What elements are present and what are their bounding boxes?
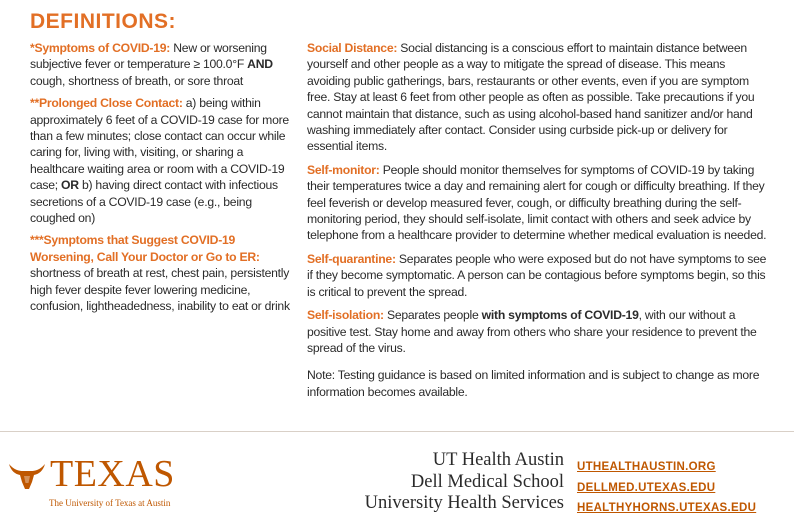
close-contact-text-a: a) being within approximately 6 feet of a COVID-19 case for more than a few minutes; close contact can occur while caring for, living with, visiting, or sharing a healthcare waiting area or room with a COVID-19 case; bbox=[30, 96, 289, 193]
org-urls bbox=[577, 457, 756, 519]
right-column bbox=[307, 40, 769, 407]
definition-self-monitor bbox=[307, 162, 769, 244]
testing-note: Note: Testing guidance is based on limited information and is subject to change as more information becomes available. bbox=[307, 368, 760, 399]
definition-self-isolation bbox=[307, 307, 769, 356]
logo-university-line: The University of Texas at Austin bbox=[49, 498, 171, 508]
close-contact-text-b: b) having direct contact with infectious secretions of a COVID-19 case (e.g., being coughed on) bbox=[30, 178, 278, 226]
footer-divider bbox=[0, 431, 794, 432]
term-self-isolation: Self-isolation: bbox=[307, 308, 384, 323]
org-dell-medical-school: Dell Medical School bbox=[410, 471, 564, 492]
self-isolation-text-a: Separates people bbox=[383, 308, 482, 323]
close-contact-or: OR bbox=[61, 178, 79, 193]
org-names bbox=[365, 450, 564, 515]
symptoms-and: AND bbox=[247, 57, 273, 72]
self-isolation-text-b: , with our without a positive test. Stay home and away from others who share your residence to prevent the spread of the virus. bbox=[307, 308, 757, 355]
term-worsening: ***Symptoms that Suggest COVID-19 Worsening, Call Your Doctor or Go to ER: bbox=[30, 233, 260, 264]
term-self-quarantine: Self-quarantine: bbox=[307, 251, 396, 266]
self-isolation-bold: with symptoms of COVID-19 bbox=[481, 308, 639, 323]
org-ut-health-austin: UT Health Austin bbox=[432, 450, 564, 470]
definition-social-distance bbox=[307, 40, 769, 155]
org-university-health-services: University Health Services bbox=[364, 493, 564, 513]
definition-symptoms bbox=[30, 40, 292, 89]
left-column bbox=[30, 40, 292, 321]
logo-wordmark: TEXAS bbox=[50, 453, 175, 495]
link-dellmed[interactable]: DELLMED.UTEXAS.EDU bbox=[577, 481, 716, 494]
term-close-contact: **Prolonged Close Contact: bbox=[30, 96, 183, 111]
ut-texas-logo bbox=[8, 453, 198, 514]
symptoms-text-b: cough, shortness of breath, or sore throat bbox=[30, 73, 244, 88]
symptoms-text-a: New or worsening subjective fever or temperature ≥ 100.0°F bbox=[30, 41, 267, 72]
term-self-monitor: Self-monitor: bbox=[307, 162, 380, 177]
definition-close-contact bbox=[30, 95, 292, 226]
term-social-distance: Social Distance: bbox=[307, 41, 398, 55]
link-uthealthaustin[interactable]: UTHEALTHAUSTIN.ORG bbox=[577, 461, 716, 473]
worsening-text: shortness of breath at rest, chest pain, persistently high fever despite fever lowering medicine, confusion, lightheadedness, inability to eat or drink bbox=[30, 266, 290, 314]
term-symptoms: *Symptoms of COVID-19: bbox=[30, 41, 171, 55]
longhorn-icon bbox=[8, 461, 46, 491]
definition-self-quarantine bbox=[307, 251, 769, 300]
definition-worsening bbox=[30, 232, 292, 314]
social-distance-text: Social distancing is a conscious effort to maintain distance between yourself and other people as a way to mitigate the spread of disease. This means avoiding public gatherings, bars, restaurants or other events, even if you are symptom free. Stay at least 6 feet from other people as often as possible. Take precautions if you cannot maintain that distance, such as using alcohol-based hand sanitizer and/or hand washing immediately after contact. Consider using curbside pick-up or delivery for essential items. bbox=[307, 41, 755, 154]
link-healthyhorns[interactable]: HEALTHYHORNS.UTEXAS.EDU bbox=[577, 502, 757, 514]
self-quarantine-text: Separates people who were exposed but do not have symptoms to see if they become symptomatic. A person can be contagious before symptoms begin, so this is critical to prevent the spread. bbox=[307, 251, 767, 299]
self-monitor-text: People should monitor themselves for symptoms of COVID-19 by taking their temperatures twice a day and remaining alert for cough or difficulty breathing. If they feel feverish or develop measured fever, cough, or difficulty breathing during the self-monitoring period, they should self-isolate, limit contact with others and seek advice by telephone from a healthcare provider to determine whether medical evaluation is needed. bbox=[307, 162, 767, 243]
page-heading: DEFINITIONS: bbox=[30, 10, 176, 33]
